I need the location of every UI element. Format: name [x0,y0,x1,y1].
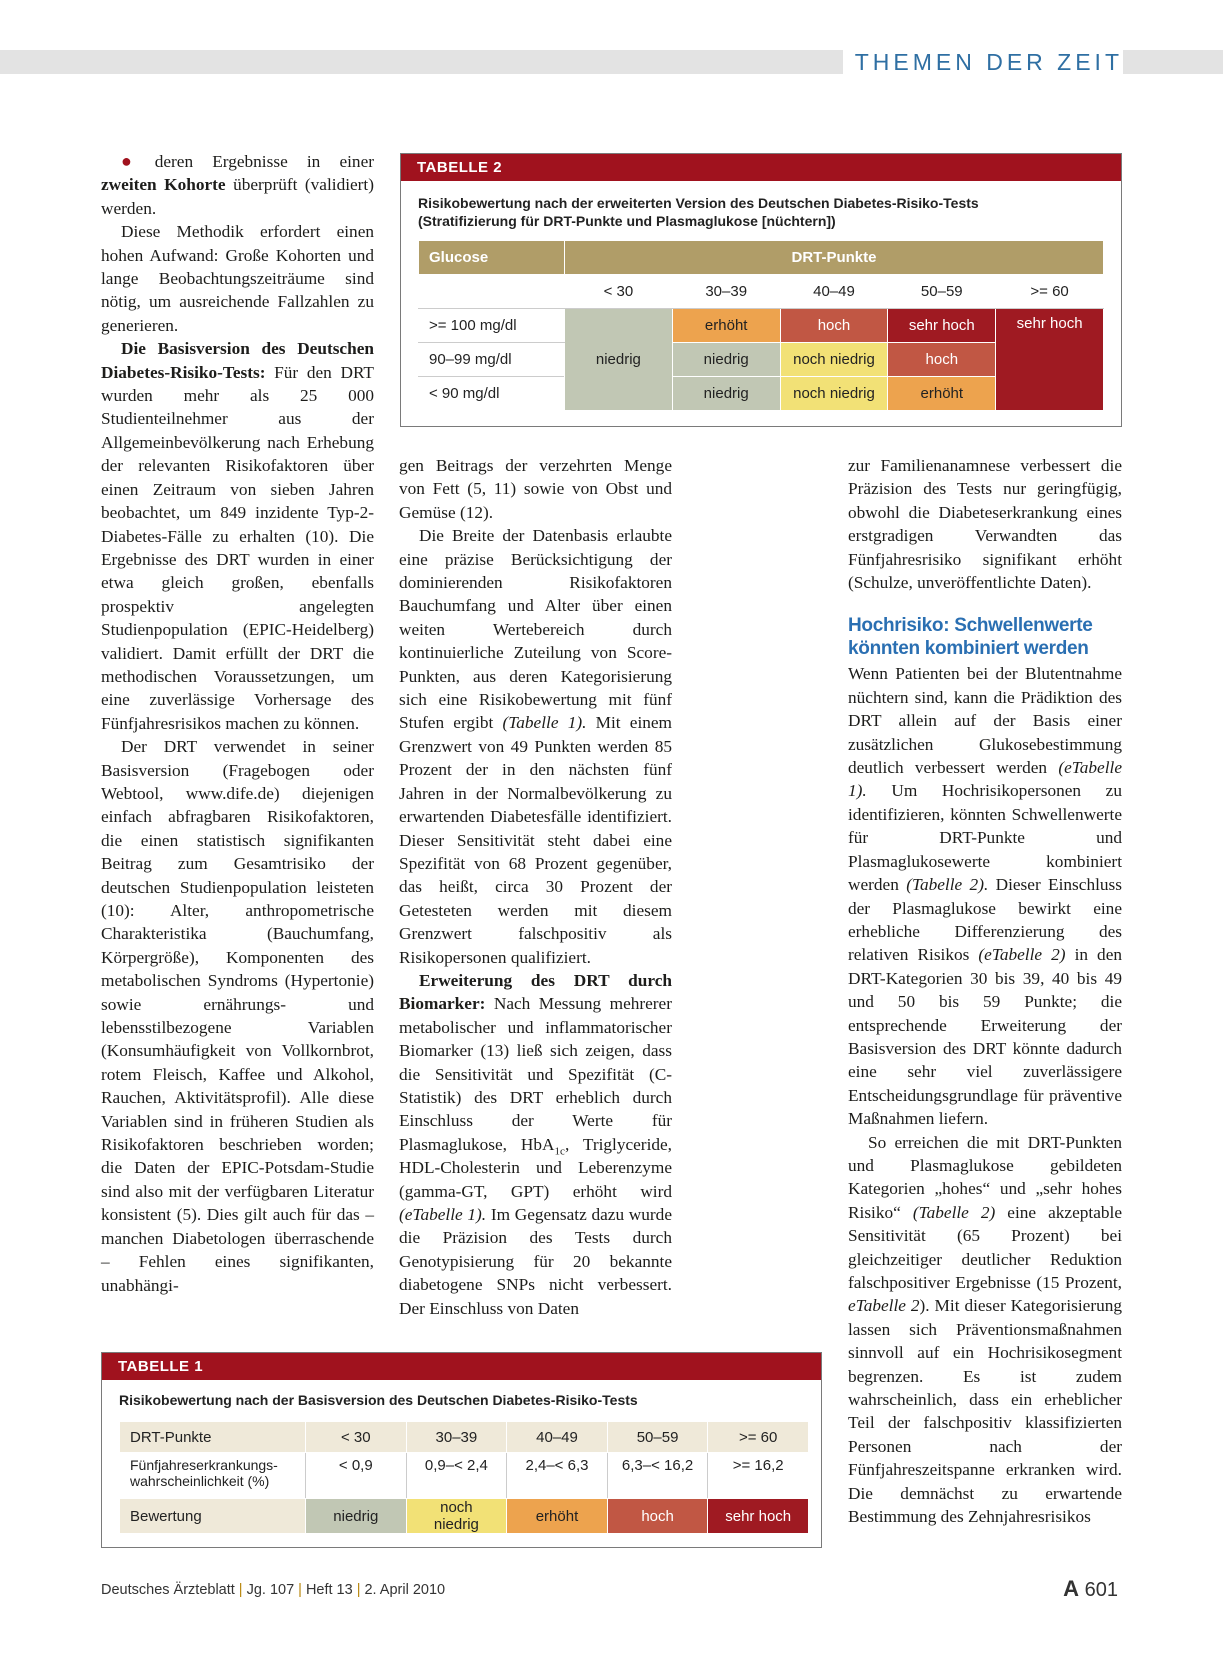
paragraph: zur Familienanamnese verbessert die Präzision des Tests nur geringfügig, obwohl die Diabeteserkrankung eines erstgradigen Verwandten das Fünfjahresrisiko signifikant erhöht (Schulze, unveröffentlichte Daten). [848,456,1122,593]
footer [101,1582,445,1598]
points-header-cell: 50–59 [888,275,996,309]
paragraph: Der DRT verwendet in seiner Basisversion (Fragebogen oder Webtool, www.dife.de) diejenigen einfach abfragbaren Risikofaktoren, die einen statistisch signifikanten Beitrag zum Gesamtrisiko der deutschen Studienpopulation leisteten (10): Alter, anthropometrische Charakteristika (Bauchumfang, Körpergröße), Komponenten des metabolischen Syndroms (Hypertonie) sowie ernährungs- und lebensstilbezogene Variablen (Konsumhäufigkeit von Vollkornbrot, rotem Fleisch, Kaffee und Alkohol, Rauchen, Aktivitätsprofil). Alle diese Variablen sind in früheren Studien als Risikofaktoren beschrieben worden; die Daten der EPIC-Potsdam-Studie sind also mit der verfügbaren Literatur konsistent (5). Dies gilt auch für das – manchen Diabetologen überraschende – Fehlen eines signifikanten, unabhängi- [101,737,374,1295]
date: 2. April 2010 [364,1582,446,1598]
paragraph-text: Um Hochrisikopersonen zu identifizieren, könnten Schwellenwerte für DRT-Punkte und Plasmaglukosewerte kombiniert werden [848,781,1122,895]
journal-name: Deutsches Ärzteblatt [101,1582,235,1598]
table-reference: (eTabelle 1). [399,1205,487,1224]
table-cell: 50–59 [607,1422,708,1453]
paragraph-text: eine akzeptable Sensitivität (65 Prozent) bei gleichzeitiger deutlicher Reduktion falschpositiver Ergebnisse (15 Prozent, [848,1202,1122,1292]
table-1-grid [119,1421,809,1534]
risk-cell: hoch [780,309,888,343]
paragraph: gen Beitrags der verzehrten Menge von Fett (5, 11) sowie von Obst und Gemüse (12). [399,456,672,522]
table-2 [400,153,1122,427]
separator: | [356,1582,361,1598]
glucose-row-label: 90–99 mg/dl [419,343,565,377]
table-reference: (eTabelle 2) [978,945,1066,965]
paragraph-text: Mit einem Grenzwert von 49 Punkten werden 85 Prozent der in den nächsten fünf Jahren in der Normalbevölkerung zu erwartenden Diabetesfälle identifiziert. Dieser Sensitivität steht dabei eine Spezifität von 68 Prozent gegenüber, das heißt, circa 30 Prozent der Getesteten werden mit diesem Grenzwert falschpositiv als Risikopersonen qualifiziert. [399,713,672,967]
paragraph: Diese Methodik erfordert einen hohen Aufwand: Große Kohorten und lange Beobachtungszeiträume sind nötig, um ausreichende Fallzahlen zu generieren. [101,222,374,335]
risk-cell: niedrig [672,343,780,377]
table-cell: 2,4–< 6,3 [507,1453,608,1499]
text-column-3 [848,454,1122,1528]
glucose-row-label: < 90 mg/dl [419,377,565,411]
table-cell: 6,3–< 16,2 [607,1453,708,1499]
paragraph-text: in den DRT-Kategorien 30 bis 39, 40 bis 49 und 50 bis 59 Punkte; die entsprechende Erweiterung der Basisversion des DRT könnte dadurch eine sehr viel zuverlässigere Entscheidungsgrundlage für präventive Maßnahmen liefern. [848,945,1123,1129]
paragraph-text: überprüft (validiert) werden. [101,175,374,218]
paragraph-text: ). Mit dieser Kategorisierung lassen sich Präventionsmaßnahmen sinnvoll auf ein Hochrisikosegment begrenzen. Es ist zudem wahrscheinlich, dass ein erheblicher Teil der falschpositiv klassifizierten Personen nach der Fünfjahreszeitspanne erkranken wird. Die demnächst zu erwartende Bestimmung des Zehnjahresrisikos [848,1296,1122,1527]
table-reference: (Tabelle 1). [502,713,587,733]
risk-cell: hoch [607,1499,708,1534]
risk-cell: erhöht [507,1499,608,1534]
risk-cell: noch niedrig [780,377,888,411]
issue: Heft 13 [305,1582,353,1598]
table-1 [101,1352,822,1548]
paragraph-text: So erreichen die mit DRT-Punkten und Plasmaglukose gebildeten Kategorien „hohes“ und „sehr hohes Risiko“ [848,1132,1122,1222]
page-prefix: A [1063,1576,1080,1601]
table-cell: < 0,9 [306,1453,407,1499]
risk-cell: niedrig [306,1499,407,1534]
section-heading: Hochrisiko: Schwellenwerte könnten kombiniert werden [848,615,1093,660]
table-2-grid [418,240,1104,411]
separator: | [298,1582,302,1598]
bold-text: zweiten Kohorte [101,175,226,195]
table-cell: 0,9–< 2,4 [406,1453,507,1499]
row-label: DRT-Punkte [120,1422,306,1453]
risk-cell-merged: niedrig [565,309,673,411]
page-number [1063,1576,1118,1602]
table-reference: (Tabelle 2) [912,1202,996,1222]
points-header-cell: 40–49 [780,275,888,309]
risk-cell: noch niedrig [780,343,888,377]
table-reference: eTabelle 2 [848,1296,920,1316]
risk-cell-merged-high: sehr hoch [996,309,1104,411]
risk-cell: niedrig [672,377,780,411]
risk-cell: hoch [888,343,996,377]
table-cell: 30–39 [406,1422,507,1453]
paragraph-text: Im Gegensatz dazu wurde die Präzision des Tests durch Genotypisierung für 20 bekannte diabetogene SNPs nicht verbessert. Der Einschluss von Daten [399,1205,672,1318]
drt-points-header: DRT-Punkte [565,241,1104,275]
subscript: 1c [554,1145,565,1158]
paragraph-text: Dieser Einschluss der Plasmaglukose bewirkt eine erhebliche Differenzierung des relativen Risikos [848,875,1122,965]
glucose-row-label: >= 100 mg/dl [419,309,565,343]
table-cell: >= 16,2 [708,1453,809,1499]
table-reference: (eTabelle 1). [848,758,1122,801]
paragraph-text: deren Ergebnisse in einer [154,152,374,171]
paragraph-text: , Triglyceride, HDL-Cholesterin und Leberenzyme (gamma-GT, GPT) erhöht wird [399,1134,672,1201]
table-cell: 40–49 [507,1422,608,1453]
empty-corner [419,275,565,309]
paragraph-text: Die Breite der Datenbasis erlaubte eine präzise Berücksichtigung der dominierenden Risikofaktoren Bauchumfang und Alter über einen weiten Wertebereich durch kontinuierliche Zuteilung von Score-Punkten, aus deren Kategorisierung sich eine Risikobewertung mit fünf Stufen ergibt [399,526,672,733]
risk-cell: erhöht [672,309,780,343]
paragraph-text: Für den DRT wurden mehr als 25 000 Studienteilnehmer aus der Allgemeinbevölkerung nach Erhebung der relevanten Risikofaktoren über einen Zeitraum von sieben Jahren beobachtet, um 849 inzidente Typ-2-Diabetes-Fälle zu erhalten (10). Die Ergebnisse des DRT wurden in einer etwa gleich großen, ebenfalls prospektiv angelegten Studienpopulation (EPIC-Heidelberg) validiert. Damit erfüllt der DRT die methodischen Voraussetzungen, um eine zuverlässige Vorhersage des Fünfjahresrisikos machen zu können. [101,362,374,733]
run-in-heading: Erweiterung des DRT durch Biomarker: [399,970,672,1014]
points-header-cell: >= 60 [996,275,1104,309]
separator: | [238,1582,243,1598]
row-label: Bewertung [120,1499,306,1534]
risk-cell: sehr hoch [888,309,996,343]
page-value: 601 [1084,1579,1118,1601]
paragraph-text: Wenn Patienten bei der Blutentnahme nüchtern sind, kann die Prädiktion des DRT allein auf der Basis einer zusätzlichen Glukosebestimmung deutlich verbessert werden [848,664,1122,778]
table-reference: (Tabelle 2). [906,875,989,895]
glucose-header: Glucose [419,241,565,275]
points-header-cell: 30–39 [672,275,780,309]
risk-cell: noch niedrig [406,1499,507,1534]
paragraph-text: Nach Messung mehrerer metabolischer und inflammatorischer Biomarker (13) ließ sich zeigen, dass die Sensitivität und Spezifität (C-Statistik) des DRT erheblich durch Einschluss der Werte für Plasmaglukose, HbA [399,994,672,1154]
risk-cell: sehr hoch [708,1499,809,1534]
table-1-caption: Risikobewertung nach der Basisversion des Deutschen Diabetes-Risiko-Tests [119,1392,638,1408]
table-cell: < 30 [306,1422,407,1453]
table-2-caption: Risikobewertung nach der erweiterten Version des Deutschen Diabetes-Risiko-Tests (Stratifizierung für DRT-Punkte und Plasmaglukose [nüchtern]) [418,195,979,229]
table-2-label: TABELLE 2 [401,154,1121,181]
row-label: Fünfjahreserkrankungs-wahrscheinlichkeit (%) [120,1453,306,1499]
text-column-2 [399,454,672,1320]
points-header-cell: < 30 [565,275,673,309]
table-1-label: TABELLE 1 [102,1353,821,1380]
risk-cell: erhöht [888,377,996,411]
run-in-heading: Die Basisversion des Deutschen Diabetes-Risiko-Tests: [101,339,374,382]
volume: Jg. 107 [246,1582,295,1598]
bullet-icon: ● [121,151,147,171]
section-title: THEMEN DER ZEIT [843,47,1123,77]
text-column-1 [101,150,374,1297]
table-cell: >= 60 [708,1422,809,1453]
